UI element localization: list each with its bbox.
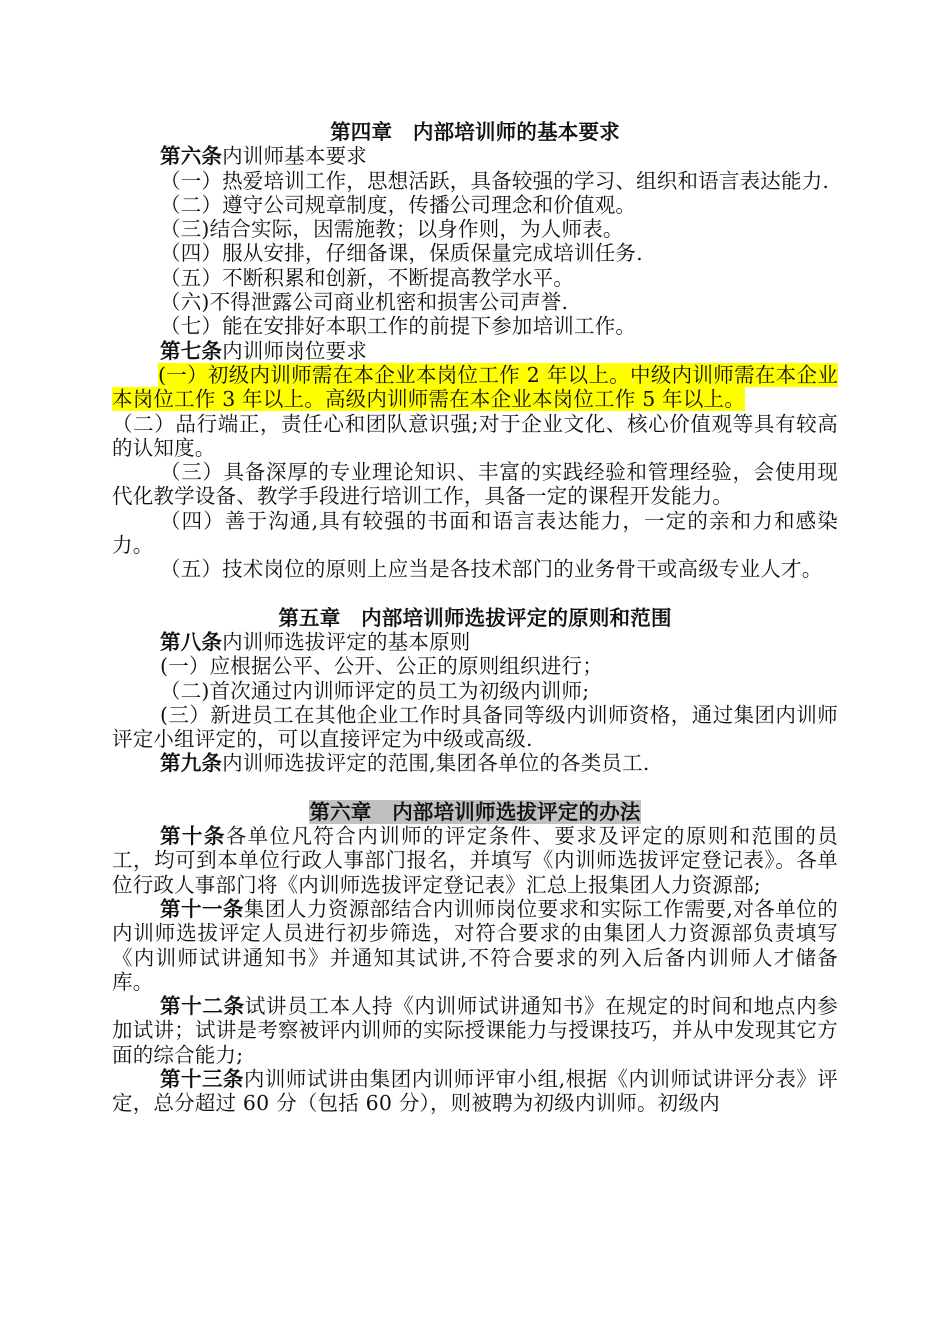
document-page (112, 120, 838, 1116)
article-6-head: 第六条 (160, 144, 223, 169)
article-6-item-7: （七）能在安排好本职工作的前提下参加培训工作。 (160, 314, 637, 339)
article-7-text: 内训师岗位要求 (222, 338, 368, 363)
article-13 (112, 1067, 838, 1116)
article-8-item-2: （二)首次通过内训师评定的员工为初级内训师; (160, 678, 590, 703)
article-7-item-1 (112, 363, 838, 412)
article-6-item-1: （一）热爱培训工作，思想活跃，具备较强的学习、组织和语言表达能力. (160, 168, 830, 193)
article-7-item-5: （五）技术岗位的原则上应当是各技术部门的业务骨干或高级专业人才。 (160, 557, 823, 582)
chapter6-title-line (112, 800, 838, 824)
article-9-text: 内训师选拔评定的范围,集团各单位的各类员工. (222, 751, 650, 776)
article-8-item-1: (一）应根据公平、公开、公正的原则组织进行； (160, 654, 603, 679)
article-6-item-6: （六)不得泄露公司商业机密和损害公司声誉. (160, 290, 569, 315)
article-11-head: 第十一条 (160, 896, 244, 921)
chapter5-title: 第五章 内部培训师选拔评定的原则和范围 (278, 605, 672, 630)
article-9-head: 第九条 (160, 751, 223, 776)
article-12-head: 第十二条 (160, 994, 245, 1019)
article-7-item-2: （二）品行端正，责任心和团队意识强;对于企业文化、核心价值观等具有较高的认知度。 (112, 411, 838, 460)
article-10-head: 第十条 (160, 824, 226, 849)
article-9 (112, 751, 838, 775)
highlighted-text: (一）初级内训师需在本企业本岗位工作 2 年以上。中级内训师需在本企业本岗位工作 3 年以上。高级内训师需在本企业本岗位工作 5 年以上。 (112, 362, 838, 412)
article-6-item-3: （三)结合实际，因需施教；以身作则，为人师表。 (160, 217, 624, 242)
article-11-text: 集团人力资源部结合内训师岗位要求和实际工作需要,对各单位的内训师选拔评定人员进行初步筛选，对符合要求的由集团人力资源部负责填写《内训师试讲通知书》并通知其试讲,不符合要求的列入后备内训师人才储备库。 (112, 896, 838, 994)
spacer (112, 582, 838, 606)
chapter4-title: 第四章 内部培训师的基本要求 (330, 120, 620, 144)
article-10-text: 各单位凡符合内训师的评定条件、要求及评定的原则和范围的员工，均可到本单位行政人事部门报名，并填写《内训师选拔评定登记表》。各单位行政人事部门将《内训师选拔评定登记表》汇总上报集团人力资源部; (112, 824, 838, 897)
chapter6-title: 第六章 内部培训师选拔评定的办法 (309, 799, 641, 824)
article-6-item-5: （五）不断积累和创新，不断提高教学水平。 (160, 265, 574, 290)
article-10 (112, 824, 838, 897)
article-7-item-3: （三）具备深厚的专业理论知识、丰富的实践经验和管理经验，会使用现代化教学设备、教学手段进行培训工作，具备一定的课程开发能力。 (112, 460, 838, 509)
spacer (112, 776, 838, 800)
article-8 (112, 630, 838, 654)
article-8-text: 内训师选拔评定的基本原则 (222, 629, 471, 654)
article-13-text: 内训师试讲由集团内训师评审小组,根据《内训师试讲评分表》评定，总分超过 60 分（包括 60 分），则被聘为初级内训师。初级内 (112, 1066, 838, 1116)
article-6-text: 内训师基本要求 (222, 144, 368, 169)
article-6-item-2: （二）遵守公司规章制度，传播公司理念和价值观。 (160, 192, 637, 217)
article-8-head: 第八条 (160, 629, 223, 654)
article-6-item-4: （四）服从安排，仔细备课，保质保量完成培训任务. (160, 241, 643, 266)
article-7-head: 第七条 (160, 338, 223, 363)
article-6 (112, 144, 838, 168)
article-11 (112, 897, 838, 994)
article-7 (112, 339, 838, 363)
article-12 (112, 994, 838, 1067)
article-7-item-4: （四）善于沟通,具有较强的书面和语言表达能力，一定的亲和力和感染力。 (112, 508, 838, 558)
article-8-item-3: (三）新进员工在其他企业工作时具备同等级内训师资格，通过集团内训师评定小组评定的，可以直接评定为中级或高级. (112, 702, 838, 752)
article-12-text: 试讲员工本人持《内训师试讲通知书》在规定的时间和地点内参加试讲；试讲是考察被评内训师的实际授课能力与授课技巧，并从中发现其它方面的综合能力; (112, 994, 838, 1067)
article-13-head: 第十三条 (160, 1066, 244, 1091)
